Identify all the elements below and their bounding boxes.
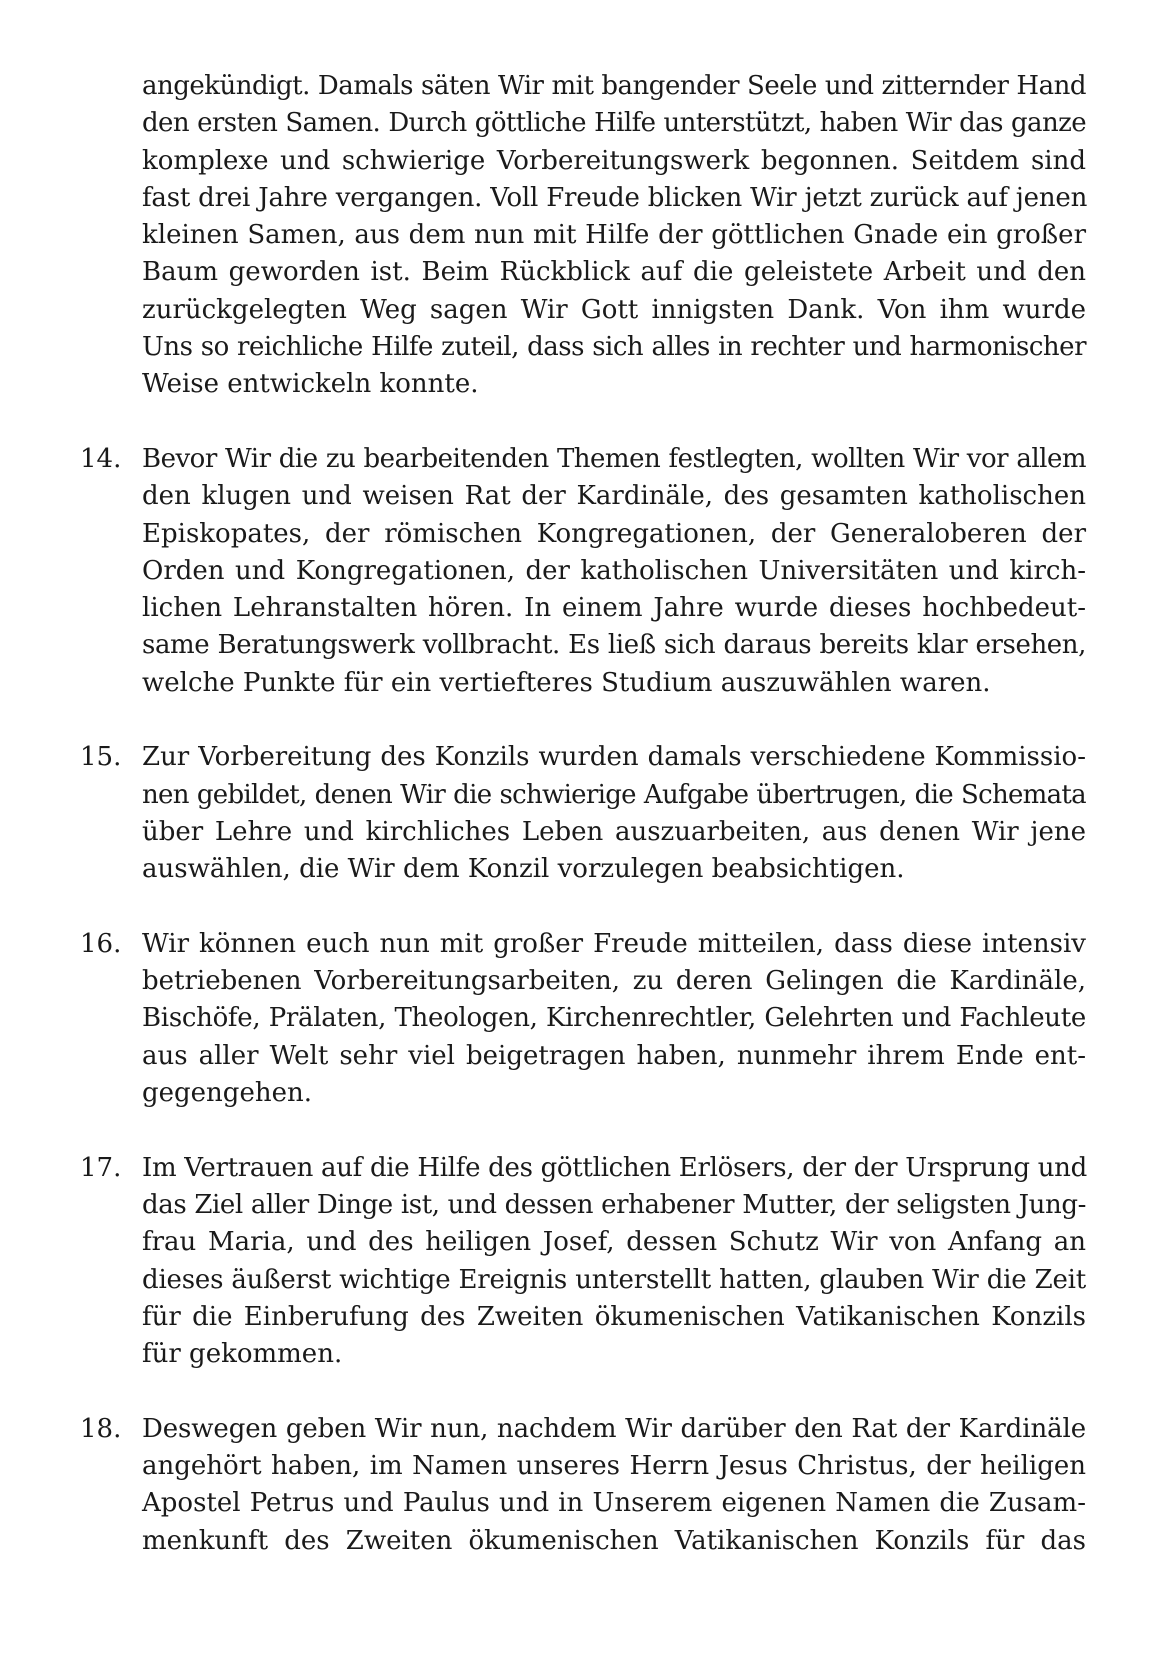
numbered-paragraph [80, 1411, 1086, 1560]
paragraph-number: 16. [80, 928, 122, 959]
text-line: welche Punkte für ein vertiefteres Studium auszuwählen waren. [142, 667, 991, 698]
paragraph-gap [142, 1112, 1086, 1149]
text-line: Apostel Petrus und Paulus und in Unserem eigenen Namen die Zusam- [142, 1488, 1086, 1519]
text-column [80, 68, 1088, 1560]
text-line: same Beratungswerk vollbracht. Es ließ sich daraus bereits klar ersehen, [142, 630, 1086, 661]
text-line: kleinen Samen, aus dem nun mit Hilfe der göttlichen Gnade ein großer [142, 220, 1086, 251]
paragraph-number: 17. [80, 1152, 122, 1183]
paragraph-gap [142, 889, 1086, 926]
text-line: lichen Lehranstalten hören. In einem Jahre wurde dieses hochbedeut- [142, 593, 1086, 624]
text-line: menkunft des Zweiten ökumenischen Vatikanischen Konzils für das [142, 1525, 1086, 1556]
text-line: den ersten Samen. Durch göttliche Hilfe unterstützt, haben Wir das ganze [142, 108, 1086, 139]
text-line: gegengehen. [142, 1078, 312, 1109]
text-line: Wir können euch nun mit großer Freude mitteilen, dass diese intensiv [142, 928, 1086, 959]
paragraph-number: 15. [80, 742, 122, 773]
text-line: Deswegen geben Wir nun, nachdem Wir darüber den Rat der Kardinäle [142, 1413, 1086, 1444]
text-line: über Lehre und kirchliches Leben auszuarbeiten, aus denen Wir jene [142, 816, 1086, 847]
text-line: Im Vertrauen auf die Hilfe des göttlichen Erlösers, der der Ursprung und [142, 1152, 1087, 1183]
numbered-paragraph [80, 739, 1086, 888]
paragraph-gap [142, 1373, 1086, 1410]
text-line: Bevor Wir die zu bearbeitenden Themen festlegten, wollten Wir vor allem [142, 443, 1086, 474]
text-line: nen gebildet, denen Wir die schwierige Aufgabe übertrugen, die Schemata [142, 779, 1086, 810]
text-line: zurückgelegten Weg sagen Wir Gott innigsten Dank. Von ihm wurde [142, 294, 1086, 325]
numbered-paragraph [80, 441, 1086, 702]
paragraph-gap [142, 404, 1086, 441]
text-line: angekündigt. Damals säten Wir mit bangender Seele und zitternder Hand [142, 71, 1086, 101]
text-line: Uns so reichliche Hilfe zuteil, dass sich alles in rechter und harmonischer [142, 332, 1086, 363]
paragraph-gap [142, 702, 1086, 739]
text-line: Zur Vorbereitung des Konzils wurden damals verschiedene Kommissio- [142, 742, 1086, 773]
paragraph-number: 18. [80, 1413, 122, 1444]
text-line: Bischöfe, Prälaten, Theologen, Kirchenrechtler, Gelehrten und Fachleute [142, 1003, 1086, 1034]
text-line: Orden und Kongregationen, der katholischen Universitäten und kirch- [142, 555, 1086, 586]
text-line: Weise entwickeln konnte. [142, 369, 479, 400]
numbered-paragraph [80, 926, 1086, 1112]
text-line: für die Einberufung des Zweiten ökumenischen Vatikanischen Konzils [142, 1301, 1086, 1332]
text-line: für gekommen. [142, 1339, 343, 1370]
text-line: dieses äußerst wichtige Ereignis unterstellt hatten, glauben Wir die Zeit [142, 1264, 1086, 1295]
paragraph-continuation [142, 68, 1086, 404]
text-line: angehört haben, im Namen unseres Herrn Jesus Christus, der heiligen [142, 1450, 1086, 1481]
text-line: betriebenen Vorbereitungsarbeiten, zu deren Gelingen die Kardinäle, [142, 966, 1086, 997]
text-line: das Ziel aller Dinge ist, und dessen erhabener Mutter, der seligsten Jung- [142, 1189, 1086, 1220]
text-line: aus aller Welt sehr viel beigetragen haben, nunmehr ihrem Ende ent- [142, 1040, 1086, 1071]
text-line: Episkopates, der römischen Kongregationen, der Generaloberen der [142, 518, 1086, 549]
paragraph-number: 14. [80, 443, 122, 474]
text-line: komplexe und schwierige Vorbereitungswerk begonnen. Seitdem sind [142, 145, 1086, 176]
text-line: frau Maria, und des heiligen Josef, dessen Schutz Wir von Anfang an [142, 1227, 1086, 1258]
text-line: fast drei Jahre vergangen. Voll Freude blicken Wir jetzt zurück auf jenen [142, 182, 1088, 213]
text-line: auswählen, die Wir dem Konzil vorzulegen beabsichtigen. [142, 854, 905, 885]
text-line: den klugen und weisen Rat der Kardinäle, des gesamten katholischen [142, 481, 1086, 512]
numbered-paragraph [80, 1150, 1087, 1374]
text-line: Baum geworden ist. Beim Rückblick auf die geleistete Arbeit und den [142, 257, 1086, 288]
